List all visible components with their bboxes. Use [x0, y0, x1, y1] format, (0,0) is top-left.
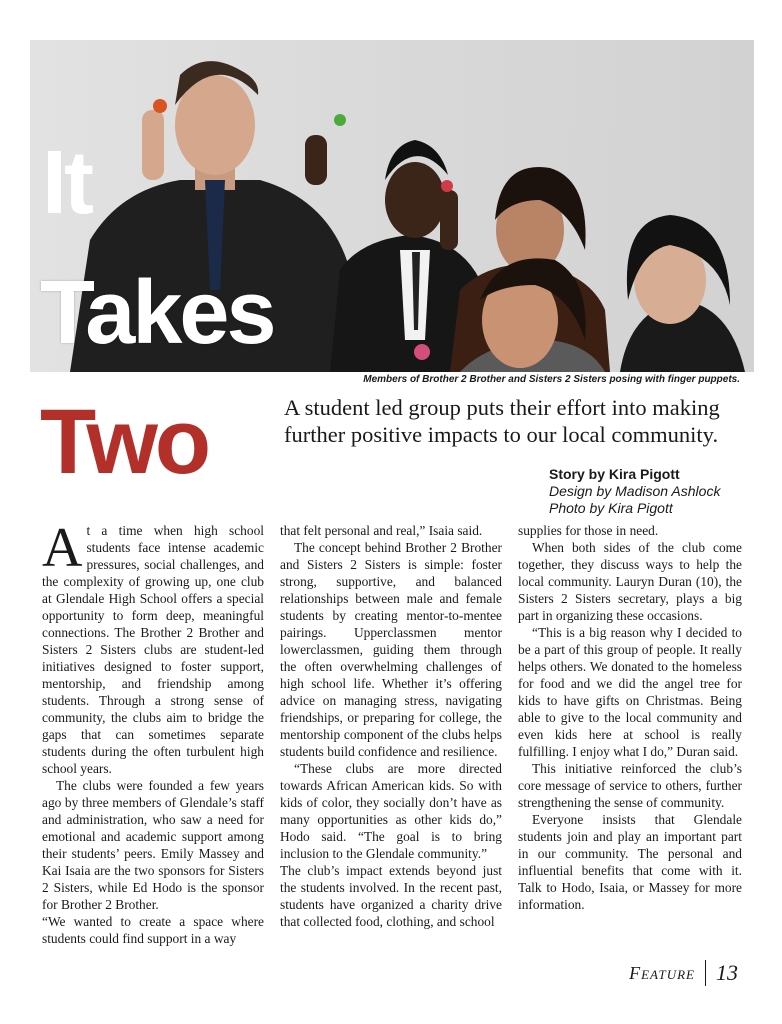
page-footer: [629, 960, 738, 986]
photo-credit: Photo by Kira Pigott: [549, 500, 673, 516]
body-paragraph: “These clubs are more directed towards African American kids. So with kids of color, they socially don’t have as many opportunities as other kids do,” Hodo said. “The goal is to bring inclusion to the Glendale community.”: [280, 761, 502, 861]
title-line-takes: Takes: [40, 263, 274, 363]
design-credit: Design by Madison Ashlock: [549, 483, 721, 499]
body-column-2: [280, 522, 502, 930]
body-paragraph: The club’s impact extends beyond just the students involved. In the recent past, students have organized a charity drive that collected food, clothing, and school: [280, 863, 502, 929]
body-paragraph: The concept behind Brother 2 Brother and Sisters 2 Sisters is simple: foster strong, supportive, and balanced relationships between male and female students by creating mentor-to-mentee pairings. Upperclassmen mentor lowerclassmen, guiding them through the often overwhelming challenges of high school life. Whether it’s offering advice on managing stress, navigating friendships, or preparing for college, the mentorship component of the clubs helps students build confidence and resilience.: [280, 540, 502, 759]
photo-caption: Members of Brother 2 Brother and Sisters 2 Sisters posing with finger puppets.: [363, 374, 740, 385]
body-paragraph: This initiative reinforced the club’s core message of service to others, further strengthening the sense of community.: [518, 761, 742, 810]
story-credit: Story by Kira Pigott: [549, 466, 680, 482]
body-paragraph: that felt personal and real,” Isaia said.: [280, 523, 483, 538]
section-label: Feature: [629, 962, 695, 983]
page-number: 13: [716, 960, 738, 985]
body-paragraph: Everyone insists that Glendale students join and play an important part in our community. The personal and influential benefits that come with it. Talk to Hodo, Isaia, or Massey for more information.: [518, 812, 742, 912]
body-paragraph: “We wanted to create a space where students could find support in a way: [42, 914, 264, 946]
subheadline: A student led group puts their effort into making further positive impacts to our local community.: [284, 395, 720, 447]
body-column-3: [518, 522, 742, 913]
body-paragraph: supplies for those in need.: [518, 523, 659, 538]
title-line-two: Two: [40, 391, 209, 493]
byline: [549, 466, 720, 517]
body-paragraph: The clubs were founded a few years ago by three members of Glendale’s staff and administration, who saw a need for emotional and academic support among their students’ peers. Emily Massey and Kai Isaia are the two sponsors for Sisters 2 Sisters, while Ed Hodo is the sponsor for Brother 2 Brother.: [42, 778, 264, 912]
body-column-1: [42, 517, 264, 947]
body-paragraph: At a time when high school students face intense academic pressures, social challenges, and the complexity of growing up, one club at Glendale High School offers a special opportunity to form deep, meaningful connections. The Brother 2 Brother and Sisters 2 Sisters clubs are student-led initiatives designed to foster support, mentorship, and friendship among students. Through a strong sense of community, the clubs aim to bridge the gaps that can sometimes separate students during the often turbulent high school years.: [42, 517, 264, 776]
body-paragraph: When both sides of the club come together, they discuss ways to help the local community. Lauryn Duran (10), the Sisters 2 Sisters secretary, plays a big part in organizing these occasions.: [518, 540, 742, 623]
drop-cap: A: [42, 517, 83, 579]
title-line-it: It: [42, 133, 91, 233]
footer-divider: [705, 960, 706, 986]
body-paragraph: “This is a big reason why I decided to be a part of this group of people. It really helps others. We donated to the homeless for food and we did the angel tree for kids to have gifts on Christmas. Being able to give to the local community and even kids here at school is really fulfilling. I enjoy what I do,” Duran said.: [518, 625, 742, 759]
